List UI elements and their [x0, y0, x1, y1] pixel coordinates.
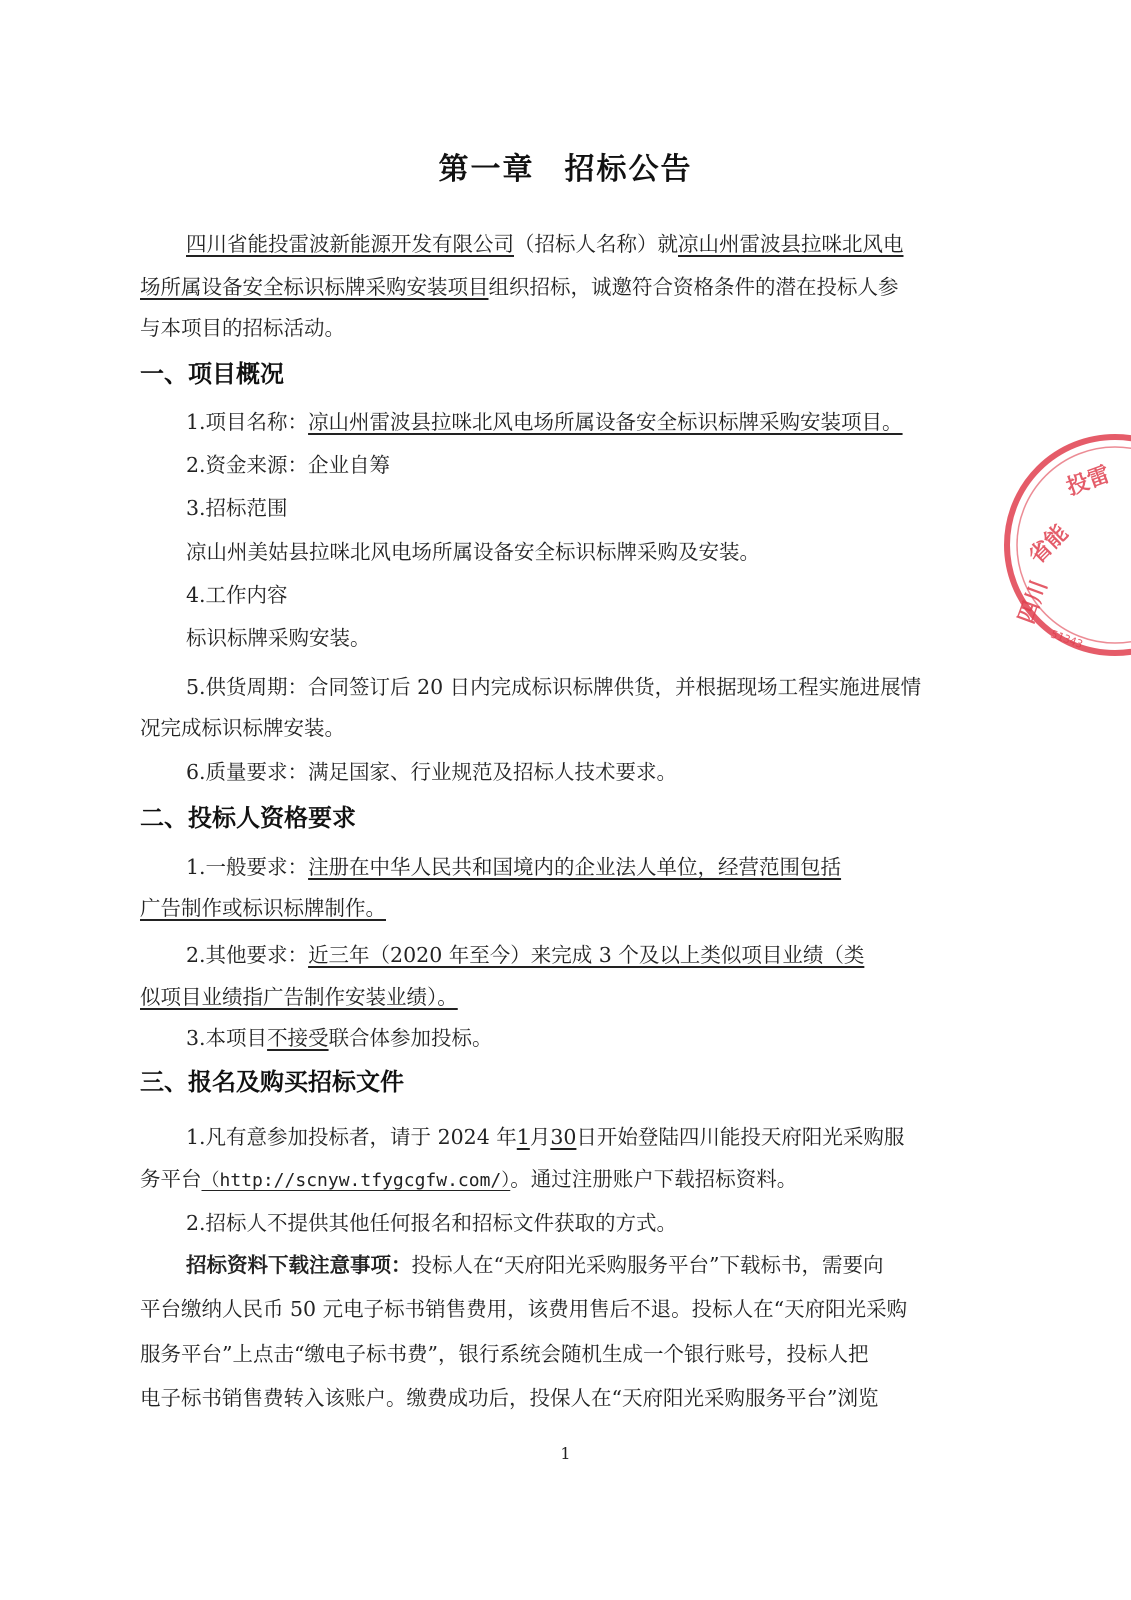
- section-1-heading: 一、项目概况: [140, 360, 284, 388]
- registration-line-2: 务平台（http://scnyw.tfygcgfw.com/）。通过注册账户下载招标资料。: [140, 1167, 798, 1191]
- registration-month: 1: [516, 1125, 530, 1149]
- svg-text:省能: 省能: [1024, 520, 1074, 570]
- intro-line-3: 与本项目的招标活动。: [140, 316, 345, 340]
- svg-text:投雷: 投雷: [1063, 462, 1114, 501]
- item-work-text: 标识标牌采购安装。: [186, 626, 371, 650]
- req-other-line-1: 2.其他要求：近三年（2020 年至今）来完成 3 个及以上类似项目业绩（类: [186, 943, 865, 967]
- download-note-label: 招标资料下载注意事项：: [186, 1253, 412, 1277]
- project-name-part2: 场所属设备安全标识标牌采购安装项目: [140, 275, 489, 299]
- intro-line-1: 四川省能投雷波新能源开发有限公司（招标人名称）就凉山州雷波县拉咪北风电: [186, 232, 904, 256]
- item-supply-period-line-1: 5.供货周期：合同签订后 20 日内完成标识标牌供货，并根据现场工程实施进展情: [186, 675, 922, 699]
- item-funding: 2.资金来源：企业自筹: [186, 453, 391, 477]
- req-consortium: 3.本项目不接受联合体参加投标。: [186, 1026, 493, 1050]
- platform-url[interactable]: （http://scnyw.tfygcgfw.com/）: [201, 1170, 511, 1191]
- req-other-line-2: 似项目业绩指广告制作安装业绩）。: [140, 985, 458, 1009]
- intro-line-2: 场所属设备安全标识标牌采购安装项目组织招标，诚邀符合资格条件的潜在投标人参: [140, 275, 899, 299]
- registration-no-other-way: 2.招标人不提供其他任何报名和招标文件获取的方式。: [186, 1211, 678, 1235]
- item-scope-label: 3.招标范围: [186, 496, 288, 520]
- download-note-line-4: 电子标书销售费转入该账户。缴费成功后，投保人在“天府阳光采购服务平台”浏览: [140, 1386, 879, 1410]
- company-seal-icon: [1000, 425, 1131, 665]
- item-scope-text: 凉山州美姑县拉咪北风电场所属设备安全标识标牌采购及安装。: [186, 540, 760, 564]
- section-2-heading: 二、投标人资格要求: [140, 804, 356, 832]
- download-note-line-1: 招标资料下载注意事项：投标人在“天府阳光采购服务平台”下载标书，需要向: [186, 1253, 884, 1277]
- page-number: 1: [560, 1444, 571, 1463]
- download-note-line-3: 服务平台”上点击“缴电子标书费”，银行系统会随机生成一个银行账号，投标人把: [140, 1342, 869, 1366]
- item-quality: 6.质量要求：满足国家、行业规范及招标人技术要求。: [186, 760, 678, 784]
- svg-text:51343: 51343: [1048, 627, 1085, 652]
- req-general-line-1: 1.一般要求：注册在中华人民共和国境内的企业法人单位，经营范围包括: [186, 855, 842, 879]
- section-3-heading: 三、报名及购买招标文件: [140, 1068, 404, 1096]
- download-note-line-2: 平台缴纳人民币 50 元电子标书销售费用，该费用售后不退。投标人在“天府阳光采购: [140, 1297, 908, 1321]
- item-work-label: 4.工作内容: [186, 583, 288, 607]
- req-general-line-2: 广告制作或标识标牌制作。: [140, 896, 386, 920]
- item-project-name: 1.项目名称：凉山州雷波县拉咪北风电场所属设备安全标识标牌采购安装项目。: [186, 410, 903, 434]
- registration-line-1: 1.凡有意参加投标者，请于 2024 年1月30日开始登陆四川能投天府阳光采购服: [186, 1125, 905, 1149]
- project-name-part1: 凉山州雷波县拉咪北风电: [678, 232, 904, 256]
- chapter-number: 第一章: [438, 152, 535, 187]
- chapter-title: [0, 144, 1131, 188]
- chapter-name: 招标公告: [564, 152, 693, 187]
- svg-text:四川: 四川: [1014, 577, 1053, 628]
- item-supply-period-line-2: 况完成标识标牌安装。: [140, 716, 345, 740]
- registration-day: 30: [550, 1125, 577, 1149]
- tenderer-name: 四川省能投雷波新能源开发有限公司: [186, 232, 514, 256]
